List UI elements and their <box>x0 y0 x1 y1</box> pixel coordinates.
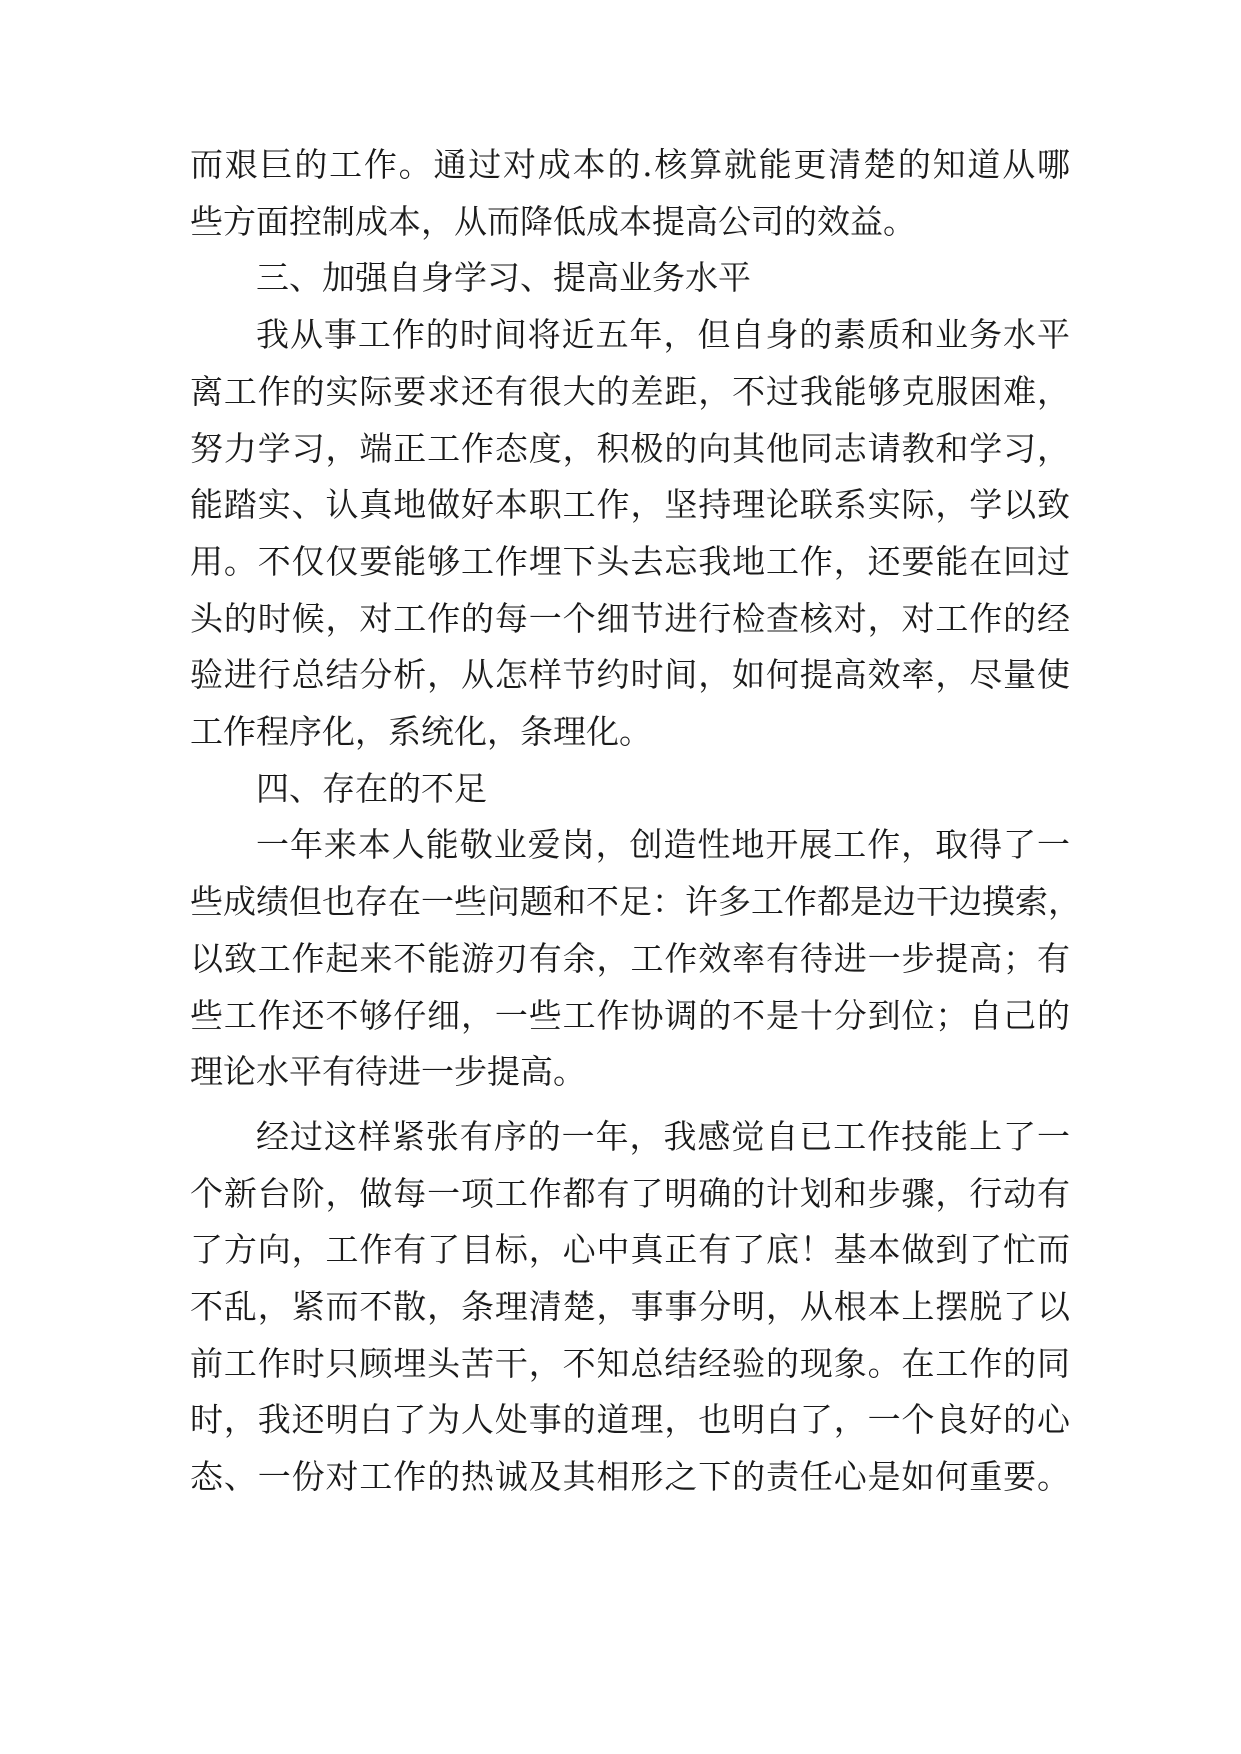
paragraph-line: 个新台阶，做每一项工作都有了明确的计划和步骤，行动有 <box>190 1174 1070 1213</box>
paragraph-line: 些方面控制成本，从而降低成本提高公司的效益。 <box>190 202 916 241</box>
paragraph-line: 些成绩但也存在一些问题和不足：许多工作都是边干边摸索， <box>190 882 1081 921</box>
paragraph-line: 我从事工作的时间将近五年，但自身的素质和业务水平 <box>256 315 1070 354</box>
paragraph-line: 工作程序化，系统化，条理化。 <box>190 712 652 751</box>
paragraph-line: 一年来本人能敬业爱岗，创造性地开展工作，取得了一 <box>256 825 1070 864</box>
paragraph-line: 些工作还不够仔细，一些工作协调的不是十分到位；自己的 <box>190 996 1070 1035</box>
paragraph-line: 验进行总结分析，从怎样节约时间，如何提高效率，尽量使 <box>190 655 1070 694</box>
paragraph-line: 用。不仅仅要能够工作埋下头去忘我地工作，还要能在回过 <box>190 542 1070 581</box>
paragraph-line: 前工作时只顾埋头苦干，不知总结经验的现象。在工作的同 <box>190 1344 1070 1383</box>
paragraph-line: 以致工作起来不能游刃有余，工作效率有待进一步提高；有 <box>190 939 1070 978</box>
paragraph-line: 不乱，紧而不散，条理清楚，事事分明，从根本上摆脱了以 <box>190 1287 1070 1326</box>
paragraph-line: 而艰巨的工作。通过对成本的.核算就能更清楚的知道从哪 <box>190 145 1070 184</box>
paragraph-line: 理论水平有待进一步提高。 <box>190 1052 586 1091</box>
paragraph-line: 头的时候，对工作的每一个细节进行检查核对，对工作的经 <box>190 599 1070 638</box>
paragraph-line: 离工作的实际要求还有很大的差距，不过我能够克服困难， <box>190 372 1070 411</box>
paragraph-line: 能踏实、认真地做好本职工作，坚持理论联系实际，学以致 <box>190 485 1070 524</box>
paragraph-line: 时，我还明白了为人处事的道理，也明白了，一个良好的心 <box>190 1400 1070 1439</box>
paragraph-line: 态、一份对工作的热诚及其相形之下的责任心是如何重要。 <box>190 1457 1070 1496</box>
section-heading: 三、加强自身学习、提高业务水平 <box>256 258 751 297</box>
section-heading: 四、存在的不足 <box>256 769 487 808</box>
paragraph-line: 经过这样紧张有序的一年，我感觉自已工作技能上了一 <box>256 1117 1070 1156</box>
paragraph-line: 努力学习，端正工作态度，积极的向其他同志请教和学习， <box>190 429 1070 468</box>
paragraph-line: 了方向，工作有了目标，心中真正有了底！基本做到了忙而 <box>190 1230 1070 1269</box>
